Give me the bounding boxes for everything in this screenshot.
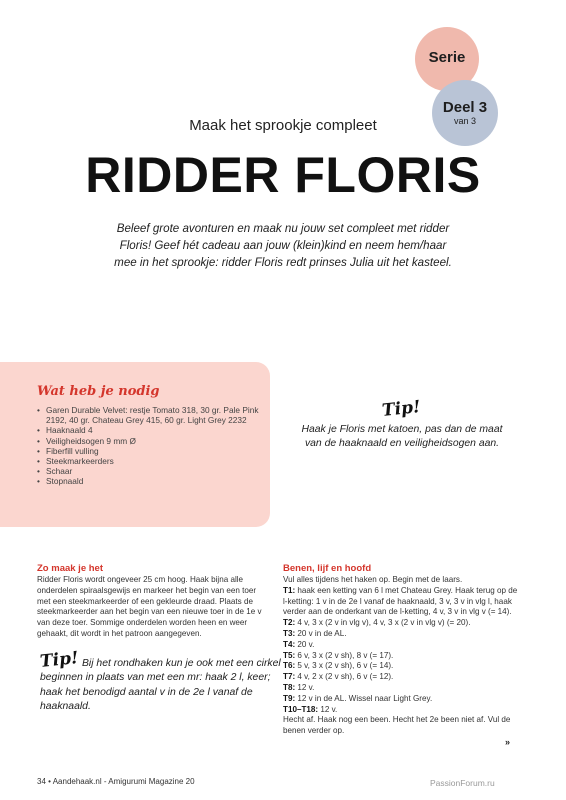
tip-text-2: Bij het rondhaken kun je ook met een cirkel beginnen in plaats van met een mr: haak 2 l, keer; haak het benodigd aantal v in de 2e l vanaf de haaknaald.: [40, 658, 281, 712]
list-item: • Haaknaald 4: [37, 425, 262, 435]
pattern-row: T1: haak een ketting van 6 l met Chateau Grey. Haak terug op de l-ketting: 1 v in de 2e l vanaf de haaknaald, 3 v, 3 v in vlg l, haak verder aan de onderkant van de l-ketting, 4 v, 3 v in vlg v (= 14).: [283, 585, 518, 617]
list-item: • Stopnaald: [37, 476, 262, 486]
van-label: van 3: [453, 116, 477, 126]
pattern-row: T8: 12 v.: [283, 682, 315, 692]
deel-badge: [432, 80, 498, 146]
tip-text: Haak je Floris met katoen, pas dan de maat van de haaknaald en veiligheidsogen aan.: [301, 424, 503, 449]
section-heading-zo-maak: Zo maak je het: [37, 563, 103, 574]
pattern-row: T3: 20 v in de AL.: [283, 628, 347, 638]
section-heading-benen: Benen, lijf en hoofd: [283, 563, 372, 574]
pattern-intro: Vul alles tijdens het haken op. Begin met de laars.: [283, 575, 463, 584]
instructions-text: Ridder Floris wordt ongeveer 25 cm hoog. Haak bijna alle onderdelen spiraalsgewijs en markeer het begin van een toer met een steekmarkeerder of een gekleurde draad. Plaats de steekmarkeerder aan het begin van een nieuwe toer in de 1e v van deze toer. Sommige onderdelen worden heen en weer gehaakt, dit wordt in het patroon aangegeven.: [37, 575, 262, 638]
materials-title: Wat heb je nodig: [37, 384, 160, 399]
pattern-body: [283, 575, 518, 737]
materials-list: [37, 405, 262, 487]
list-item: • Schaar: [37, 466, 262, 476]
intro-text: Beleef grote avonturen en maak nu jouw set compleet met ridder Floris! Geef hét cadeau aan jouw (klein)kind en neem hem/haar mee in het sprookje: ridder Floris redt prinses Julia uit het kasteel.: [114, 222, 452, 269]
list-item: • Garen Durable Velvet: restje Tomato 318, 30 gr. Pale Pink 2192, 40 gr. Chateau Grey 415, 60 gr. Light Grey 2232: [37, 405, 262, 425]
pattern-row: T9: 12 v in de AL. Wissel naar Light Grey.: [283, 693, 433, 703]
serie-label: Serie: [428, 48, 466, 66]
list-item: • Steekmarkeerders: [37, 456, 262, 466]
pattern-row: T10–T18: 12 v.: [283, 704, 338, 714]
pattern-row: T5: 6 v, 3 x (2 v sh), 8 v (= 17).: [283, 650, 394, 660]
tip-heading: Tip!: [381, 397, 422, 421]
tip-heading-2: Tip!: [39, 648, 80, 672]
page-title: RIDDER FLORIS: [85, 147, 481, 203]
page-footer: 34 • Aandehaak.nl - Amigurumi Magazine 20: [37, 777, 195, 786]
pattern-row: T4: 20 v.: [283, 639, 315, 649]
kicker: Maak het sprookje compleet: [189, 117, 377, 134]
list-item: • Fiberfill vulling: [37, 446, 262, 456]
pattern-row: T2: 4 v, 3 x (2 v in vlg v), 4 v, 3 x (2 v in vlg v) (= 20).: [283, 618, 471, 628]
deel-label: Deel 3: [442, 99, 488, 116]
watermark: PassionForum.ru: [430, 778, 495, 788]
continue-arrow-icon: »: [505, 737, 511, 747]
pattern-row: T6: 5 v, 3 x (2 v sh), 6 v (= 14).: [283, 661, 394, 671]
list-item: • Veiligheidsogen 9 mm Ø: [37, 436, 262, 446]
pattern-row: T7: 4 v, 2 x (2 v sh), 6 v (= 12).: [283, 672, 394, 682]
pattern-outro: Hecht af. Haak nog een been. Hecht het 2e been niet af. Vul de benen verder op.: [283, 715, 511, 736]
